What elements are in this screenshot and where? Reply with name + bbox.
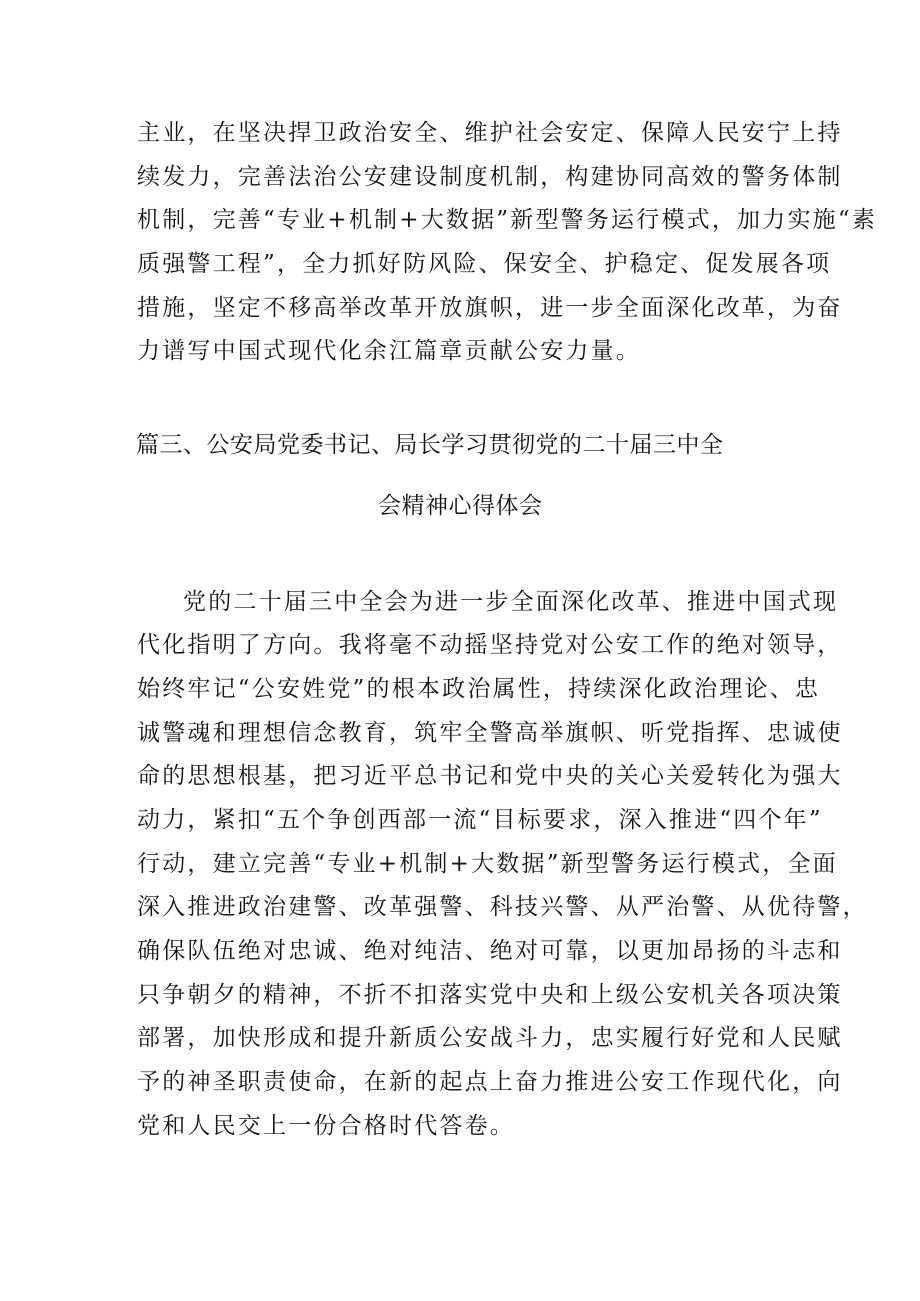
paragraph-line: 动力，紧扣“五个争创西部一流“目标要求，深入推进“四个年” xyxy=(137,807,823,833)
paragraph-line: 质强警工程”，全力抓好防风险、保安全、护稳定、促发展各项 xyxy=(137,251,832,277)
paragraph-line: 行动，建立完善“专业+机制+大数据”新型警务运行模式，全面 xyxy=(137,851,838,877)
paragraph-line: 主业，在坚决捍卫政治安全、维护社会安定、保障人民安宁上持 xyxy=(137,120,843,146)
paragraph-line: 代化指明了方向。我将毫不动摇坚持党对公安工作的绝对领导， xyxy=(137,632,843,658)
paragraph-line: 只争朝夕的精神，不折不扣落实党中央和上级公安机关各项决策 xyxy=(137,982,843,1008)
paragraph-line: 确保队伍绝对忠诚、绝对纯洁、绝对可靠，以更加昂扬的斗志和 xyxy=(137,938,843,964)
paragraph-line: 机制，完善“专业+机制+大数据”新型警务运行模式，加力实施“素 xyxy=(137,207,878,233)
paragraph-line: 党的二十届三中全会为进一步全面深化改革、推进中国式现 xyxy=(183,589,839,615)
paragraph-line: 诚警魂和理想信念教育，筑牢全警高举旗帜、听党指挥、忠诚使 xyxy=(137,720,843,746)
paragraph-line: 措施，坚定不移高举改革开放旗帜，进一步全面深化改革，为奋 xyxy=(137,295,843,321)
paragraph-line: 命的思想根基，把习近平总书记和党中央的关心关爱转化为强大 xyxy=(137,763,843,789)
paragraph-line: 予的神圣职责使命，在新的起点上奋力推进公安工作现代化，向 xyxy=(137,1069,843,1095)
paragraph-line: 党和人民交上一份合格时代答卷。 xyxy=(137,1113,515,1139)
paragraph-line: 续发力，完善法治公安建设制度机制，构建协同高效的警务体制 xyxy=(137,164,843,190)
paragraph-line: 力谱写中国式现代化余江篇章贡献公安力量。 xyxy=(137,338,641,364)
section-heading-line-2: 会精神心得体会 xyxy=(378,493,543,519)
paragraph-line: 始终牢记“公安姓党”的根本政治属性，持续深化政治理论、忠 xyxy=(137,676,821,702)
section-heading-line-1: 篇三、公安局党委书记、局长学习贯彻党的二十届三中全 xyxy=(136,432,724,458)
paragraph-line: 深入推进政治建警、改革强警、科技兴警、从严治警、从优待警， xyxy=(137,894,868,920)
paragraph-line: 部署，加快形成和提升新质公安战斗力，忠实履行好党和人民赋 xyxy=(137,1025,843,1051)
